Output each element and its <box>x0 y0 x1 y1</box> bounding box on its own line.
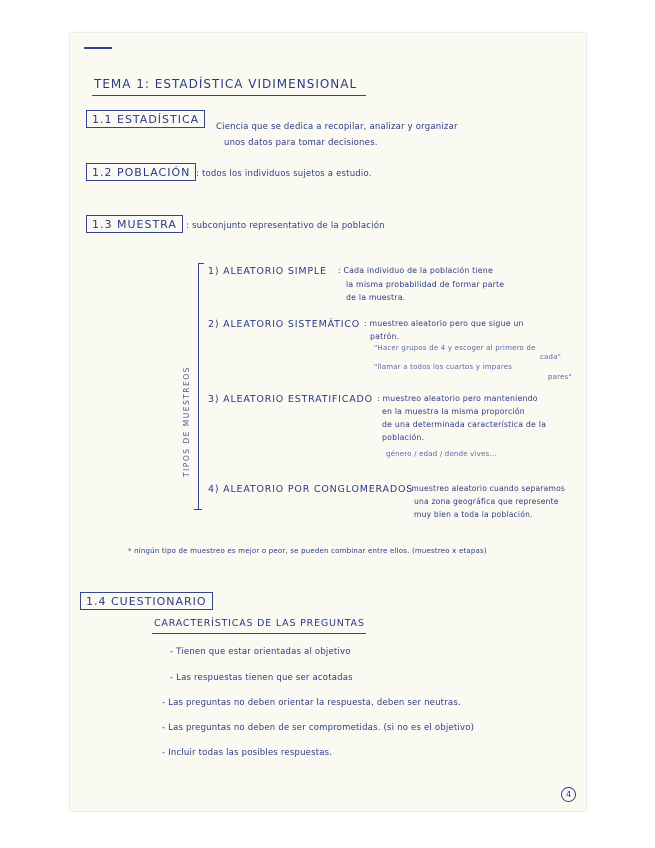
type-estratificado-desc-2: en la muestra la misma proporción <box>382 407 525 416</box>
bleed-through-text <box>420 93 423 103</box>
bullet-4: - Las preguntas no deben de ser comprometidas. (si no es el objetivo) <box>162 723 475 733</box>
type-sistematico-note-3: "llamar a todos los cuartos y impares <box>374 363 513 371</box>
type-sistematico-note-1: "Hacer grupos de 4 y escoger al primero de <box>374 344 536 352</box>
type-simple-name: 1) ALEATORIO SIMPLE <box>208 266 327 277</box>
bracket-top <box>198 263 204 264</box>
sampling-types-bracket <box>198 263 199 509</box>
type-simple-desc-1: : Cada individuo de la población tiene <box>338 266 493 275</box>
cuestionario-subtitle: CARACTERÍSTICAS DE LAS PREGUNTAS <box>154 618 365 629</box>
type-estratificado-note: género / edad / donde vives... <box>386 450 497 458</box>
section-muestra-label: 1.3 MUESTRA <box>86 215 183 233</box>
type-conglomerados-desc-2: una zona geográfica que represente <box>414 497 559 506</box>
type-estratificado-desc-1: : muestreo aleatorio pero manteniendo <box>377 394 538 403</box>
subtitle-underline <box>152 633 366 634</box>
type-conglomerados-desc-3: muy bien a toda la población. <box>414 510 533 519</box>
type-sistematico-note-2: cada" <box>540 353 562 361</box>
bullet-1: - Tienen que estar orientadas al objetivo <box>170 647 351 657</box>
type-sistematico-desc-2: patrón. <box>370 332 400 341</box>
bracket-bottom <box>194 509 202 510</box>
type-conglomerados-name: 4) ALEATORIO POR CONGLOMERADOS <box>208 484 414 495</box>
section-cuestionario-label: 1.4 CUESTIONARIO <box>80 592 213 610</box>
margin-stroke <box>84 47 112 49</box>
bullet-3: - Las preguntas no deben orientar la respuesta, deben ser neutras. <box>162 698 461 708</box>
type-estratificado-name: 3) ALEATORIO ESTRATIFICADO <box>208 394 373 405</box>
section-estadistica-label: 1.1 ESTADÍSTICA <box>86 110 205 128</box>
type-simple-desc-3: de la muestra. <box>346 293 406 302</box>
bullet-2: - Las respuestas tienen que ser acotadas <box>170 673 353 683</box>
title-underline <box>92 95 366 96</box>
type-sistematico-desc-1: : muestreo aleatorio pero que sigue un <box>364 319 524 328</box>
page-number: 4 <box>561 787 576 802</box>
type-sistematico-note-4: pares" <box>548 373 572 381</box>
type-conglomerados-desc-1: : muestreo aleatorio cuando separamos <box>406 484 566 493</box>
page-title: TEMA 1: ESTADÍSTICA VIDIMENSIONAL <box>94 77 358 91</box>
type-estratificado-desc-3: de una determinada característica de la <box>382 420 547 429</box>
poblacion-definition: : todos los individuos sujetos a estudio. <box>196 169 372 179</box>
bullet-5: - Incluir todas las posibles respuestas. <box>162 748 333 758</box>
type-sistematico-name: 2) ALEATORIO SISTEMÁTICO <box>208 319 361 330</box>
type-estratificado-desc-4: población. <box>382 433 425 442</box>
type-simple-desc-2: la misma probabilidad de formar parte <box>346 280 505 289</box>
sampling-note: * ningún tipo de muestreo es mejor o peor, se pueden combinar entre ellos. (muestreo x etapas) <box>128 547 487 555</box>
estadistica-definition-line2: unos datos para tomar decisiones. <box>224 138 378 148</box>
sampling-types-vertical-label: TIPOS DE MUESTREOS <box>182 366 191 477</box>
section-poblacion-label: 1.2 POBLACIÓN <box>86 163 196 181</box>
muestra-definition: : subconjunto representativo de la población <box>186 221 385 231</box>
notebook-page <box>70 33 586 811</box>
estadistica-definition-line1: Ciencia que se dedica a recopilar, analizar y organizar <box>216 122 458 132</box>
